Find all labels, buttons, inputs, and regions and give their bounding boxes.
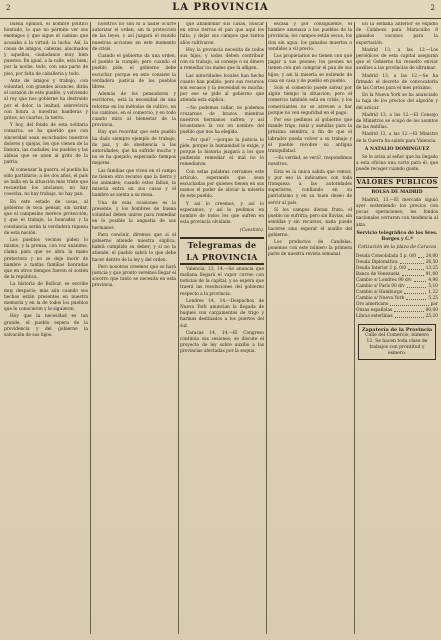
- market-value: 80,00: [425, 307, 438, 313]
- paragraph: Los productos de Candelas, ponemos con este número la primera parte de nuestra revista semanal.: [268, 239, 352, 258]
- paragraph: Solo el comercio puede salvar por algún tiempo la situación; pero el comercio también está en crisis, y los comerciantes no se atreven a fiar porque no ven seguridad en el pago.: [268, 86, 352, 116]
- page-number-left: 2: [6, 4, 11, 12]
- paragraph: Para concluir, diremos que si el gobierno atiende nuestra súplica, habrá cumplido su deber; y si no la atiende, el pueblo sabrá lo que debe hacer dentro de la ley y del orden.: [92, 232, 176, 263]
- leader-dots: [406, 296, 426, 300]
- leader-dots: [395, 314, 424, 318]
- telegram: Valencia, 13, 14.—Se anuncia que mañana llegará el vapor correo con noticias de la capital, y se espera que traerá las resoluciones del gobierno respecto a la provincia.: [180, 266, 264, 297]
- masthead: [0, 0, 441, 19]
- section-subheading: BOLSA DE MADRID: [371, 189, 423, 195]
- market-table: [356, 254, 438, 320]
- section-heading: VALORES PUBLICOS: [356, 177, 438, 186]
- market-value: par: [430, 301, 438, 307]
- leader-dots: [402, 272, 424, 276]
- leader-dots: [408, 266, 424, 270]
- paragraph: Las familias que viven en el campo no tienen otro recurso que la tierra y los animales; cuando estos faltan, la miseria entra en sus casas y el hambre se sienta a su mesa.: [92, 168, 176, 199]
- column-rule: [354, 22, 355, 634]
- market-label: Cambio s/ Nueva York: [356, 295, 405, 301]
- paragraph: Por eso pedimos al gobierno que mande trigo, maíz y semillas para la próxima siembra, a fin de que el labrador pueda volver a su trabajo y el pueblo recobre su antigua tranquilidad.: [268, 118, 352, 155]
- leader-dots: [404, 290, 426, 294]
- paragraph: Hoy la provincia necesita de todos sus hijos, y todos deben contribuir con su trabajo, su consejo o su dinero a remediar los males que la afligen.: [180, 47, 264, 72]
- paragraph: En la semana anterior se expidió de Calabozo para Maracaibo 8 ganados vacunos para la exportación.: [356, 22, 438, 46]
- paragraph: que abandonar sus casas, buscar en otras tierras el pan que aquí les falta, y dejar sus campos que tantos años cultivaron.: [180, 22, 264, 46]
- paragraph: Pero nosotros creemos que se hará justicia y que pronto veremos llegar el socorro que tanto se necesita en esta provincia.: [92, 264, 176, 289]
- paragraph: Si los campos dieran fruto, el pueblo no sufriría; pero sin lluvias, sin semillas y sin recursos, nada puede hacerse sino esperar el auxilio del gobierno.: [268, 207, 352, 238]
- market-label: Cambio s/ Londres 90 d/v: [356, 277, 412, 283]
- column-3: [180, 22, 264, 634]
- section-text: Madrid, 13.—El mercado siguió ayer sosteniendo los precios con pocas operaciones; los fondos nacionales cerraron con tendencia al alza.: [356, 197, 438, 228]
- column-rule: [266, 22, 267, 634]
- leader-dots: [407, 284, 427, 288]
- market-label: Deuda Consolidada 5 p. 0/0: [356, 253, 417, 259]
- market-value: 24,00: [425, 253, 438, 259]
- signature: (Cuestion).: [240, 227, 264, 233]
- paragraph: Además de los pensadores y escritores, está la necesidad de una reforma en los métodos de cultivo, en los caminos, en el comercio, y en todo cuanto mira al bienestar de la provincia.: [92, 92, 176, 129]
- paragraph: Los propietarios no tienen con qué pagar a sus peones; los peones no tienen con qué comprar el pan de sus hijos; y así la miseria se extiende de casa en casa y de pueblo en pueblo.: [268, 54, 352, 84]
- paragraph: Esta es la única salida que vemos, y por eso la indicamos con toda franqueza a las autoridades superiores, confiando en su patriotismo y en su buen deseo de servir al país.: [268, 169, 352, 206]
- paragraph: —Es verdad, se verá?, respondimos nosotros.: [268, 156, 352, 168]
- paragraph: Hay que recordar que este pueblo ha dado siempre ejemplo de trabajo, de paz, y de obediencia a las autoridades; que ha sufrido mucho y no se ha quejado, esperando tiempos mejores.: [92, 130, 176, 167]
- market-label: Onzas españolas: [356, 307, 393, 313]
- column-rule: [178, 22, 179, 634]
- paragraph: Hoy que la necesidad es tan grande, el pueblo espera de la providencia y del gobierno la salvación de sus hijos.: [4, 314, 88, 338]
- paragraph: —Por qué? —porque la justicia lo pide, porque la humanidad lo exige, y porque la historia juzgará a los que pudiendo remediar el mal no lo remediaron.: [180, 137, 264, 168]
- paragraph: Al comenzar la guerra, el pueblo ha sido partidario; a los dos años, el país se halla en la situación más triste que recuerdan los ancianos; no hay cosecha, no hay trabajo, no hay pan.: [4, 167, 88, 198]
- telegram: Caracas 14, 14.—El Congreso continúa sus sesiones; se discute el proyecto de ley sobre auxilio a las provincias afectadas por la sequía.: [180, 330, 264, 355]
- market-label: Oro americano: [356, 301, 389, 307]
- column-4: [268, 22, 352, 634]
- paragraph: La historia de Bolívar, se escribe muy despacio; más aún cuando sus hechos están presentes en nuestra memoria y en la de todos los pueblos que le conocieron y le siguieron.: [4, 282, 88, 313]
- news-note: Madrid 13, a las 12.—Los periódicos de esta capital aseguran que el Gobierno ha resuelto enviar auxilios a las provincias de ultramar.: [356, 47, 438, 72]
- market-value: 91,00: [425, 271, 438, 277]
- notice-heading: A NATALIO DOMINGUEZ: [364, 146, 430, 152]
- news-note: Madrid 13, a las 12.—Se ha firmado el decreto de convocatoria de las Cortes para el mes próximo.: [356, 73, 438, 92]
- market-label: Deuda Interior 1 p. 0/0: [356, 265, 407, 271]
- market-value: 25,20: [425, 313, 438, 319]
- column-rule: [90, 22, 91, 634]
- notice-text: Se le avisa al señor que ha llegado a esta oficina una carta para él, que puede recoger cuando guste.: [356, 155, 438, 173]
- paragraph: Y hoy, del fondo de esta solitaria comarca, se ha querido que con sinceridad sean escuchados nuestros dolores y quejas, los que vienen de la llanura, las ciudades, los pueblos y las aldeas que se unen al grito de la patria.: [4, 123, 88, 166]
- column-5: [356, 22, 438, 634]
- market-row: [356, 314, 438, 320]
- page-number-right: 2: [430, 4, 435, 12]
- news-note: Madrid 13, a las 12.—El Consejo de Ministros se ocupó de los asuntos de las Antillas.: [356, 112, 438, 131]
- advertisement: [358, 324, 436, 360]
- market-value: 5,25: [428, 295, 438, 301]
- ad-text: Calle del Comercio, número 12. Se hacen toda clase de trabajos con prontitud y esmero.: [365, 332, 429, 356]
- paragraph: escasa y por consiguiente, el hambre amenaza a los pueblos de la provincia; los campos están secos, los ríos sin agua, los ganados muertos o vendidos a vil precio.: [268, 22, 352, 52]
- market-value: 1,22: [428, 289, 438, 295]
- column-1: [4, 22, 88, 634]
- market-value: 26,50: [425, 259, 438, 265]
- market-subtitle: Cotización de la plaza de Caracas: [357, 245, 437, 251]
- market-label: Deuda Diplomática: [356, 259, 398, 265]
- paragraph: Con estas palabras cerramos este artículo, esperando que sean escuchadas por quienes tienen en sus manos el poder de aliviar la miseria de este pueblo.: [180, 169, 264, 200]
- paragraph: Cuando el gobierno da una orden, el pueblo la cumple; pero cuando el pueblo pide, el gobierno debe escuchar, porque en esto consiste la verdadera justicia de los pueblos libres.: [92, 54, 176, 91]
- news-note: En la Nueva York se ha anunciado la baja de los precios del algodón y del azúcar.: [356, 93, 438, 111]
- market-label: Libras esterlinas: [356, 313, 393, 319]
- paragraph: buena opinion, el hombre político honrado, lo que no permite ver sus enemigos y que sigue el camino que acusaba a la virtud: la lucha. Así, la causa de amigos, cabezas, alucinados y aquellos, ciudadanos muy bien puestos. En igual, a la calle, está bien; por la noche, todo, con una parte de piso, por falta de caballería y todo.: [4, 22, 88, 77]
- paragraph: Los pueblos vecinos piden lo mismo; y la prensa, con voz unánime, clama para que se abra la mano protectora y no se deje morir de hambre a tantas familias honradas que en otros tiempos fueron el sostén de la república.: [4, 237, 88, 281]
- paragraph: nosotros no son ni a nadie ocurre autorizar el orden, sin la protección de las leyes, y así juzgará el mundo nuestras acciones en este momento de crisis.: [92, 22, 176, 52]
- paragraph: En este estado de cosas, al gobierno le toca pensar, sin tardar, que el campesino merece protección; y que el trabajo, la honradez y la constancia serán la verdadera riqueza de esta nación.: [4, 199, 88, 236]
- market-label: Cambio s/ Hamburgo: [356, 289, 403, 295]
- leader-dots: [414, 278, 427, 282]
- telegrams-heading: Telegramas de LA PROVINCIA: [180, 237, 264, 265]
- leader-dots: [400, 260, 424, 264]
- market-label: Banco de Venezuela: [356, 271, 400, 277]
- paragraph: Y así lo creemos, y así lo esperamos, y así lo pedimos en nombre de todos los que sufren en esta provincia olvidada.: [180, 201, 264, 226]
- paragraph: Una de esas ocasiones es la presente, y los hombres de buena voluntad deben unirse para remediar en lo posible la angustia de sus hermanos.: [92, 200, 176, 231]
- ad-title: Zapatería de la Provincia: [361, 326, 433, 333]
- leader-dots: [418, 254, 424, 258]
- column-2: [92, 22, 176, 634]
- market-value: 4,96: [428, 277, 438, 283]
- market-value: 5,10: [428, 283, 438, 289]
- paragraph: Ante de amigos y trabajo, con voluntad, con grandes alcances, dirán el corazón de este pueblo, y volviendo al rey que nos gobierne ha destruido por el dolor, la lealtad, sobrevivirá con honra a nuestras banderas y gritos, no cuartos, la tierra.: [4, 78, 88, 122]
- leader-dots: [390, 302, 428, 306]
- paragraph: —No podemos callar; no podemos cruzarnos de brazos mientras nuestros hermanos sufren; y así levantamos la voz en nombre del pueblo que nos ha elegido.: [180, 105, 264, 136]
- telegram: Londres 14, 14.—Despachos de Nueva York anuncian la llegada de buques con cargamentos de trigo y harinas destinados a los puertos del sur.: [180, 298, 264, 329]
- newspaper-title: LA PROVINCIA: [172, 2, 269, 13]
- market-title: Servicio telegráfico de los Sres. Borges y C.ª: [356, 230, 438, 243]
- paragraph: Las autoridades locales han hecho cuanto han podido; pero sus recursos son escasos y la necesidad es mucha; por eso se pide al gobierno que atienda esta súplica.: [180, 73, 264, 104]
- market-value: 13,25: [425, 265, 438, 271]
- market-label: Cambio s/ París 90 d/v: [356, 283, 405, 289]
- leader-dots: [394, 308, 423, 312]
- news-note: Madrid 13, a las 12.—El Ministro de la Guerra ha salido para Valencia.: [356, 132, 438, 144]
